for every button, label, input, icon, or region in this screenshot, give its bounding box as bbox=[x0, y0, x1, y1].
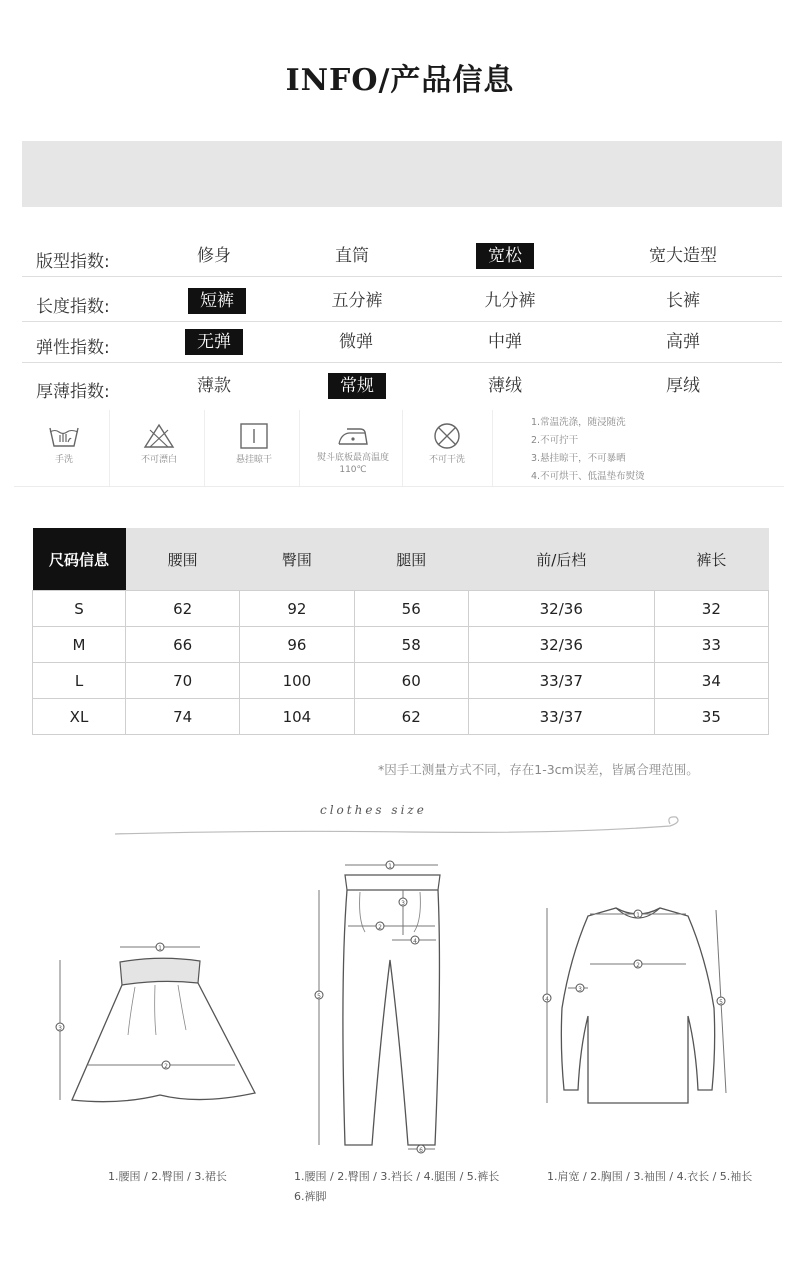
page-title: INFO/产品信息 bbox=[285, 63, 515, 98]
iron-icon bbox=[335, 422, 371, 448]
measurement-note: *因手工测量方式不同，存在1-3cm误差，皆属合理范围。 bbox=[378, 762, 699, 777]
attr-label: 厚薄指数: bbox=[36, 382, 110, 402]
clothes-size-label: clothes size bbox=[320, 803, 427, 817]
table-cell: 100 bbox=[240, 663, 354, 699]
table-column-header: 裤长 bbox=[654, 528, 768, 591]
table-cell: 66 bbox=[126, 627, 240, 663]
size-cell: S bbox=[33, 591, 126, 627]
table-column-header: 臀围 bbox=[240, 528, 354, 591]
attr-option: 直筒 bbox=[335, 246, 369, 266]
attr-option-selected: 短裤 bbox=[188, 288, 246, 314]
size-cell: XL bbox=[33, 699, 126, 735]
size-cell: M bbox=[33, 627, 126, 663]
table-column-header: 腰围 bbox=[126, 528, 240, 591]
care-caption: 不可漂白 bbox=[140, 455, 177, 465]
care-item bbox=[19, 410, 110, 486]
svg-text:5: 5 bbox=[719, 999, 723, 1006]
table-row bbox=[33, 627, 769, 663]
svg-text:2: 2 bbox=[164, 1063, 168, 1070]
table-cell: 33/37 bbox=[468, 699, 654, 735]
care-caption: 悬挂晾干 bbox=[235, 455, 272, 465]
attr-row-thickness bbox=[22, 368, 782, 406]
table-cell: 62 bbox=[354, 699, 468, 735]
table-cell: 35 bbox=[654, 699, 768, 735]
attr-row-fit bbox=[22, 238, 782, 277]
care-item bbox=[209, 410, 300, 486]
no-bleach-icon bbox=[142, 422, 176, 450]
attr-option: 中弹 bbox=[488, 332, 522, 352]
svg-text:1: 1 bbox=[636, 912, 640, 919]
size-table bbox=[32, 528, 769, 735]
table-cell: 33 bbox=[654, 627, 768, 663]
attr-row-length bbox=[22, 283, 782, 322]
svg-text:2: 2 bbox=[636, 962, 640, 969]
care-item bbox=[114, 410, 205, 486]
table-cell: 32/36 bbox=[468, 591, 654, 627]
svg-text:6: 6 bbox=[419, 1147, 423, 1154]
care-note: 1.常温洗涤，随浸随洗 bbox=[531, 417, 626, 428]
svg-text:5: 5 bbox=[317, 993, 321, 1000]
svg-text:1: 1 bbox=[388, 863, 392, 870]
table-cell: 34 bbox=[654, 663, 768, 699]
decorative-line bbox=[110, 812, 690, 842]
table-cell: 32 bbox=[654, 591, 768, 627]
table-cell: 92 bbox=[240, 591, 354, 627]
attr-option-selected: 常规 bbox=[328, 373, 386, 399]
svg-text:1: 1 bbox=[158, 945, 162, 952]
care-caption: 手洗 bbox=[54, 455, 73, 465]
skirt-diagram bbox=[50, 935, 270, 1105]
table-cell: 74 bbox=[126, 699, 240, 735]
care-item bbox=[402, 410, 493, 486]
pants-caption: 1.腰围 / 2.臀围 / 3.裆长 / 4.腿围 / 5.裤长 bbox=[294, 1170, 500, 1183]
attr-option: 微弹 bbox=[339, 332, 373, 352]
care-note: 4.不可烘干、低温垫布熨烫 bbox=[531, 471, 645, 482]
table-row bbox=[33, 591, 769, 627]
care-notes bbox=[531, 414, 645, 486]
care-caption: 不可干洗 bbox=[428, 455, 465, 465]
table-cell: 58 bbox=[354, 627, 468, 663]
table-header-row bbox=[33, 528, 769, 591]
table-cell: 56 bbox=[354, 591, 468, 627]
table-column-header: 前/后档 bbox=[468, 528, 654, 591]
banner-placeholder bbox=[22, 141, 782, 207]
svg-text:4: 4 bbox=[413, 938, 417, 945]
table-row bbox=[33, 663, 769, 699]
care-instructions bbox=[14, 410, 784, 487]
attr-option: 高弹 bbox=[666, 332, 700, 352]
table-cell: 104 bbox=[240, 699, 354, 735]
svg-text:3: 3 bbox=[578, 986, 582, 993]
attr-option-selected: 宽松 bbox=[476, 243, 534, 269]
table-cell: 62 bbox=[126, 591, 240, 627]
attr-option: 长裤 bbox=[666, 291, 700, 311]
size-cell: L bbox=[33, 663, 126, 699]
pants-diagram bbox=[310, 860, 450, 1155]
attr-option: 薄款 bbox=[197, 376, 231, 396]
care-note: 3.悬挂晾干，不可暴晒 bbox=[531, 453, 626, 464]
svg-text:2: 2 bbox=[378, 924, 382, 931]
svg-text:3: 3 bbox=[58, 1025, 62, 1032]
care-item bbox=[304, 410, 403, 486]
pants-caption-2: 6.裤脚 bbox=[294, 1190, 327, 1203]
hang-dry-icon bbox=[237, 422, 271, 450]
care-caption: 熨斗底板最高温度110℃ bbox=[316, 453, 389, 475]
attr-option: 厚绒 bbox=[666, 376, 700, 396]
attr-label: 长度指数: bbox=[36, 297, 110, 317]
attr-label: 弹性指数: bbox=[36, 338, 110, 358]
attr-option: 九分裤 bbox=[484, 291, 536, 311]
table-header-label: 尺码信息 bbox=[33, 528, 126, 591]
top-diagram bbox=[538, 898, 738, 1108]
no-dry-clean-icon bbox=[430, 422, 464, 450]
attr-option: 薄绒 bbox=[488, 376, 522, 396]
table-column-header: 腿围 bbox=[354, 528, 468, 591]
attr-option-selected: 无弹 bbox=[185, 329, 243, 355]
attr-option: 五分裤 bbox=[331, 291, 383, 311]
care-note: 2.不可拧干 bbox=[531, 435, 579, 446]
svg-text:3: 3 bbox=[401, 900, 405, 907]
hand-wash-icon bbox=[47, 422, 81, 450]
table-row bbox=[33, 699, 769, 735]
attr-label: 版型指数: bbox=[36, 252, 110, 272]
top-caption: 1.肩宽 / 2.胸围 / 3.袖围 / 4.衣长 / 5.袖长 bbox=[547, 1170, 753, 1183]
table-cell: 32/36 bbox=[468, 627, 654, 663]
table-cell: 60 bbox=[354, 663, 468, 699]
table-cell: 96 bbox=[240, 627, 354, 663]
attr-option: 修身 bbox=[197, 246, 231, 266]
skirt-caption: 1.腰围 / 2.臀围 / 3.裙长 bbox=[108, 1170, 227, 1183]
attr-option: 宽大造型 bbox=[649, 246, 717, 266]
svg-text:4: 4 bbox=[545, 996, 549, 1003]
table-cell: 33/37 bbox=[468, 663, 654, 699]
attr-row-elasticity bbox=[22, 324, 782, 363]
table-cell: 70 bbox=[126, 663, 240, 699]
